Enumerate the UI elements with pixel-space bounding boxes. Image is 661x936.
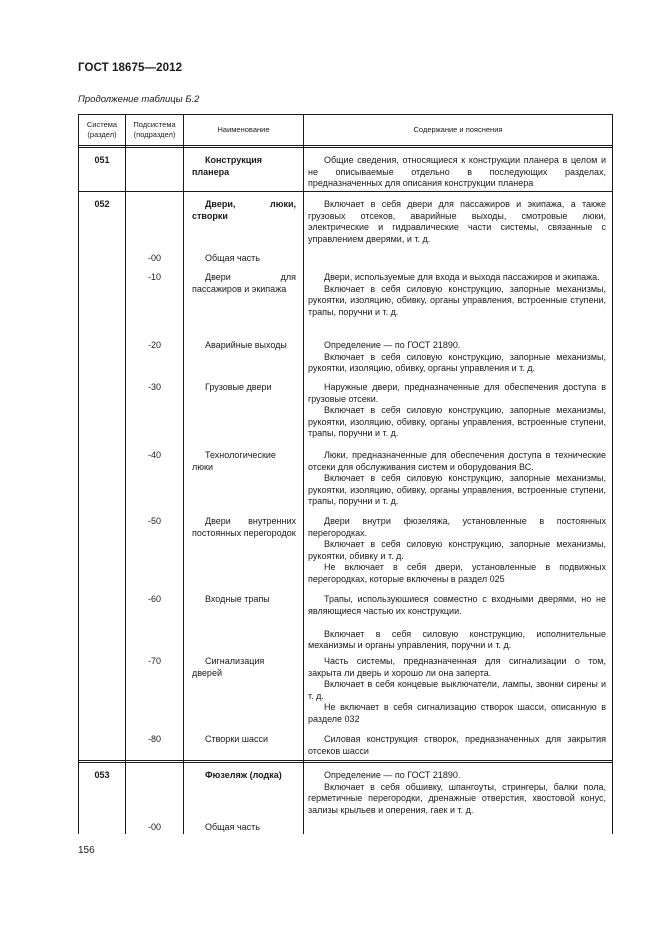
row-subsystem-code: -20 xyxy=(147,340,161,350)
row-content xyxy=(308,734,606,757)
row-name: Входные трапы xyxy=(205,594,270,604)
row-content xyxy=(308,382,606,440)
row-subsystem-code: -80 xyxy=(147,734,161,744)
row-content xyxy=(308,594,606,652)
row-subsystem-code: -00 xyxy=(147,253,161,263)
row-name: Грузовые двери xyxy=(205,382,272,392)
content-paragraph xyxy=(308,617,606,629)
content-paragraph: Трапы, используюшиеся совместно с входными дверями, но не являющиеся частью их конструкции. xyxy=(308,594,606,616)
row-content xyxy=(308,272,606,318)
row-content xyxy=(308,516,606,586)
content-paragraph: Двери, используемые для входа и выхода пассажиров и экипажа. xyxy=(324,272,600,282)
row-name: Двери, люки, створки xyxy=(192,199,296,221)
content-paragraph: Наружные двери, предназначенные для обеспечения доступа в грузовые отсеки. xyxy=(308,382,606,404)
table-caption: Продолжение таблицы Б.2 xyxy=(78,94,200,105)
row-name: Общая часть xyxy=(205,822,260,832)
content-paragraph: Определение — по ГОСТ 21890. xyxy=(324,340,461,350)
header-subsystem: Подсистема (подраздел) xyxy=(133,120,176,139)
content-paragraph: Включает в себя обшивку, шпангоуты, стрингеры, балки пола, герметичные перегородки, дренажные отверстия, хвостовой конус, зализы крыльев и оперения, гаек и т. д. xyxy=(308,781,606,815)
row-name: Двери для пассажиров и экипажа xyxy=(192,272,296,294)
row-name: Створки шасси xyxy=(205,734,269,744)
row-content xyxy=(308,450,606,508)
row-subsystem-code: -00 xyxy=(147,822,161,832)
content-paragraph: Люки, предназначенные для обеспечения доступа в технические отсеки для обслуживания систем и оборудования ВС. xyxy=(308,450,606,472)
header-system: Система (раздел) xyxy=(86,120,118,139)
content-paragraph: Включает в себя силовую конструкцию, исполнительные механизмы и органы управления, поручни и т. д. xyxy=(308,628,606,651)
row-subsystem-code: -60 xyxy=(147,594,161,604)
row-name: Двери внутренних постоянных перегородок xyxy=(192,516,296,538)
content-paragraph: Включает в себя силовую конструкцию, запорные механизмы, рукоятки, изоляцию, обивку, органы управления, встроенные ступени, трапы, поручни и т. д. xyxy=(308,405,606,439)
content-paragraph: Силовая конструкция створок, предназначенных для закрытия отсеков шасси xyxy=(308,734,606,756)
row-subsystem-code: -30 xyxy=(147,382,161,392)
content-paragraph: Включает в себя силовую конструкцию, запорные механизмы, рукоятки, изоляцию, обивку, органы управления, встроенные ступени, трапы, поручни и т. д. xyxy=(308,283,606,317)
row-name: Технологические люки xyxy=(192,450,276,472)
header-name: Наименование xyxy=(217,125,270,134)
row-subsystem-code: -50 xyxy=(147,516,161,526)
row-name: Конструкция планера xyxy=(192,155,263,177)
content-paragraph: Часть системы, предназначенная для сигнализации о том, закрыта ли дверь и хорошо ли она заперта. xyxy=(308,656,606,678)
row-subsystem-code: -40 xyxy=(147,450,161,460)
header-content: Содержание и пояснения xyxy=(413,125,503,134)
row-system-code: 053 xyxy=(94,770,110,780)
row-content xyxy=(308,199,606,245)
content-paragraph: Не включает в себя сигнализацию створок шасси, описанную в разделе 032 xyxy=(308,702,606,724)
row-subsystem-code: -70 xyxy=(147,656,161,666)
row-name: Сигнализация дверей xyxy=(192,656,265,678)
row-content xyxy=(308,656,606,726)
content-paragraph: Включает в себя силовую конструкцию, запорные механизмы, рукоятки, изоляцию, обивку, органы управления и т. д. xyxy=(308,351,606,374)
row-system-code: 052 xyxy=(94,199,110,209)
row-content xyxy=(308,340,606,375)
row-content xyxy=(308,770,606,816)
row-name: Фюзеляж (лодка) xyxy=(205,770,282,780)
page-number: 156 xyxy=(78,845,95,856)
content-paragraph: Не включает в себя двери, установленные в подвижных перегородках, которые включены в раздел 025 xyxy=(308,562,606,584)
content-paragraph: Определение — по ГОСТ 21890. xyxy=(324,770,461,780)
content-paragraph: Включает в себя концевые выключатели, лампы, звонки сирены и т. д. xyxy=(308,679,606,701)
row-name: Аварийные выходы xyxy=(205,340,287,350)
row-content xyxy=(308,155,606,190)
row-system-code: 051 xyxy=(94,155,110,165)
row-name: Общая часть xyxy=(205,253,260,263)
content-paragraph: Общие сведения, относящиеся к конструкции планера в целом и не описываемые отдельно в последующих разделах, предназначенных для описания конструкции планера xyxy=(308,155,606,189)
row-subsystem-code: -10 xyxy=(147,272,161,282)
content-paragraph: Двери внутри фюзеляжа, установленные в постоянных перегородках. xyxy=(308,516,606,538)
content-paragraph: Включает в себя силовую конструкцию, запорные механизмы, рукоятки, изоляцию, обивку, органы управления, встроенные ступени, трапы, поручни и т. д. xyxy=(308,473,606,507)
content-paragraph: Включает в себя двери для пассажиров и экипажа, а также грузовых отсеков, аварийные выходы, смотровые люки, электрические и гидравлические части системы, связанные с управлением дверями, и т. д. xyxy=(308,199,606,244)
document-standard-title: ГОСТ 18675—2012 xyxy=(78,62,183,74)
content-paragraph: Включает в себя силовую конструкцию, запорные механизмы, рукоятки, обивку и т. д. xyxy=(308,539,606,561)
